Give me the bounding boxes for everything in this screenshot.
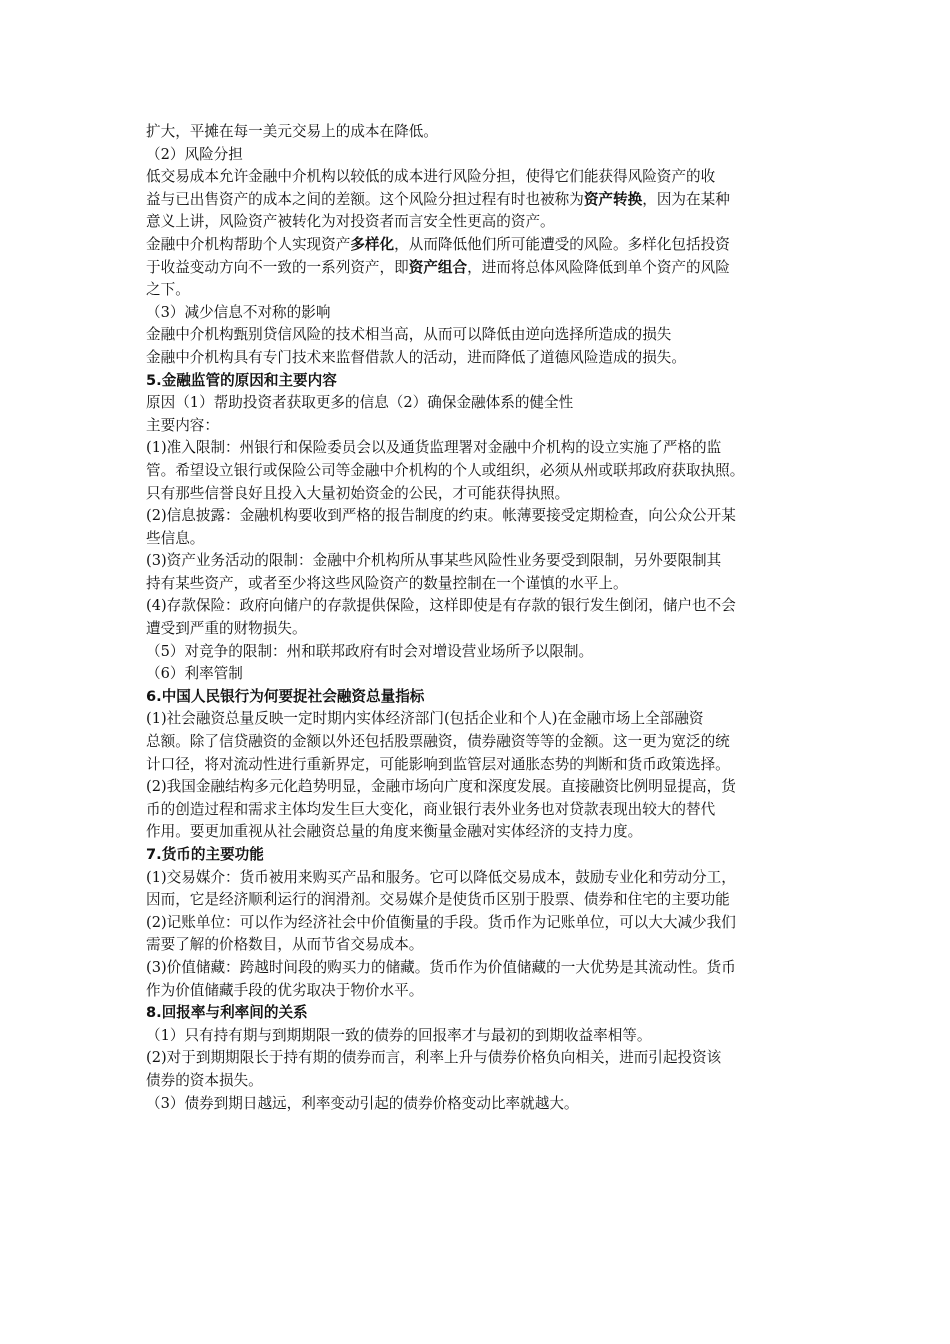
text-line: 低交易成本允许金融中介机构以较低的成本进行风险分担，使得它们能获得风险资产的收 — [146, 168, 716, 186]
text-line: (3)资产业务活动的限制：金融中介机构所从事某些风险性业务要受到限制，另外要限制其 — [146, 552, 722, 570]
text-line: 金融中介机构具有专门技术来监督借款人的活动，进而降低了道德风险造成的损失。 — [146, 348, 686, 366]
text-line: （3）债券到期日越远，利率变动引起的债券价格变动比率就越大。 — [146, 1094, 579, 1112]
text-segment: 于收益变动方向不一致的一系列资产，即 — [146, 258, 409, 276]
text-line: （3）减少信息不对称的影响 — [146, 303, 331, 321]
text-line: 作用。要更加重视从社会融资总量的角度来衡量金融对实体经济的支持力度。 — [146, 823, 643, 841]
text-line: 需要了解的价格数目，从而节省交易成本。 — [146, 936, 424, 954]
text-line: (1)交易媒介：货币被用来购买产品和服务。它可以降低交易成本，鼓励专业化和劳动分工， — [146, 868, 736, 886]
text-line: (4)存款保险：政府向储户的存款提供保险，这样即使是有存款的银行发生倒闭，储户也不会 — [146, 597, 736, 615]
text-line: 作为价值储藏手段的优劣取决于物价水平。 — [146, 981, 424, 999]
text-line: 只有那些信誉良好且投入大量初始资金的公民，才可能获得执照。 — [146, 484, 570, 502]
text-segment: 益与已出售资产的成本之间的差额。这个风险分担过程有时也被称为 — [146, 190, 584, 208]
text-line: (3)价值储藏：跨越时间段的购买力的储藏。货币作为价值储藏的一大优势是其流动性。货币 — [146, 958, 736, 976]
text-line: 遭受到严重的财物损失。 — [146, 620, 307, 638]
text-line — [146, 257, 890, 280]
text-line: (2)对于到期期限长于持有期的债券而言，利率上升与债券价格负向相关，进而引起投资该 — [146, 1049, 722, 1067]
text-segment: 金融中介机构帮助个人实现资产 — [146, 235, 351, 253]
text-line: 计口径，将对流动性进行重新界定，可能影响到监管层对通胀态势的判断和货币政策选择。 — [146, 755, 730, 773]
text-line: （1）只有持有期与到期期限一致的债券的回报率才与最初的到期收益率相等。 — [146, 1026, 652, 1044]
text-line: 之下。 — [146, 281, 190, 299]
text-line: 扩大，平摊在每一美元交易上的成本在降低。 — [146, 123, 438, 140]
section-heading: 7.货币的主要功能 — [146, 846, 264, 863]
text-line: (2)记账单位：可以作为经济社会中价值衡量的手段。货币作为记账单位，可以大大减少我们 — [146, 913, 736, 931]
text-line: (2)我国金融结构多元化趋势明显，金融市场向广度和深度发展。直接融资比例明显提高，货 — [146, 778, 736, 796]
text-line: 管。希望设立银行或保险公司等金融中介机构的个人或组织，必须从州或联邦政府获取执照。 — [146, 461, 745, 479]
text-line: 意义上讲，风险资产被转化为对投资者而言安全性更高的资产。 — [146, 213, 555, 231]
text-line: 债券的资本损失。 — [146, 1071, 263, 1089]
text-line: (1)准入限制：州银行和保险委员会以及通货监理署对金融中介机构的设立实施了严格的监 — [146, 439, 722, 457]
text-line: 币的创造过程和需求主体均发生巨大变化，商业银行表外业务也对贷款表现出较大的替代 — [146, 800, 716, 818]
section-heading: 8.回报率与利率间的关系 — [146, 1004, 308, 1022]
text-segment: ，因为在某种 — [642, 190, 730, 208]
text-segment: ，从而降低他们所可能遭受的风险。多样化包括投资 — [394, 235, 730, 253]
text-line: 因而，它是经济顺利运行的润滑剂。交易媒介是使货币区别于股票、债券和住宅的主要功能 — [146, 891, 730, 909]
text-line — [146, 189, 890, 212]
section-heading: 5.金融监管的原因和主要内容 — [146, 371, 337, 389]
text-line: 些信息。 — [146, 529, 205, 547]
text-line: 原因（1）帮助投资者获取更多的信息（2）确保金融体系的健全性 — [146, 394, 574, 412]
bold-term: 资产转换 — [583, 190, 643, 208]
text-line — [146, 234, 890, 257]
text-line: 总额。除了信贷融资的金额以外还包括股票融资，债券融资等等的金额。这一更为宽泛的统 — [146, 733, 730, 751]
text-line: (2)信息披露：金融机构要收到严格的报告制度的约束。帐薄要接受定期检查，向公众公开某 — [146, 507, 736, 525]
bold-term: 资产组合 — [408, 258, 468, 276]
text-line: （6）利率管制 — [146, 665, 243, 683]
text-line: 主要内容： — [146, 416, 219, 434]
text-line: (1)社会融资总量反映一定时期内实体经济部门(包括企业和个人)在金融市场上全部融资 — [146, 710, 704, 728]
text-line: 持有某些资产，或者至少将这些风险资产的数量控制在一个谨慎的水平上。 — [146, 574, 628, 592]
section-heading: 6.中国人民银行为何要捉社会融资总量指标 — [146, 687, 425, 705]
bold-term: 多样化 — [350, 235, 395, 253]
text-segment: ，进而将总体风险降低到单个资产的风险 — [467, 258, 730, 276]
text-line: 金融中介机构甄别贷信风险的技术相当高，从而可以降低由逆向选择所造成的损失 — [146, 326, 672, 344]
text-line: （2）风险分担 — [146, 145, 243, 163]
text-line: （5）对竞争的限制：州和联邦政府有时会对增设营业场所予以限制。 — [146, 642, 594, 660]
